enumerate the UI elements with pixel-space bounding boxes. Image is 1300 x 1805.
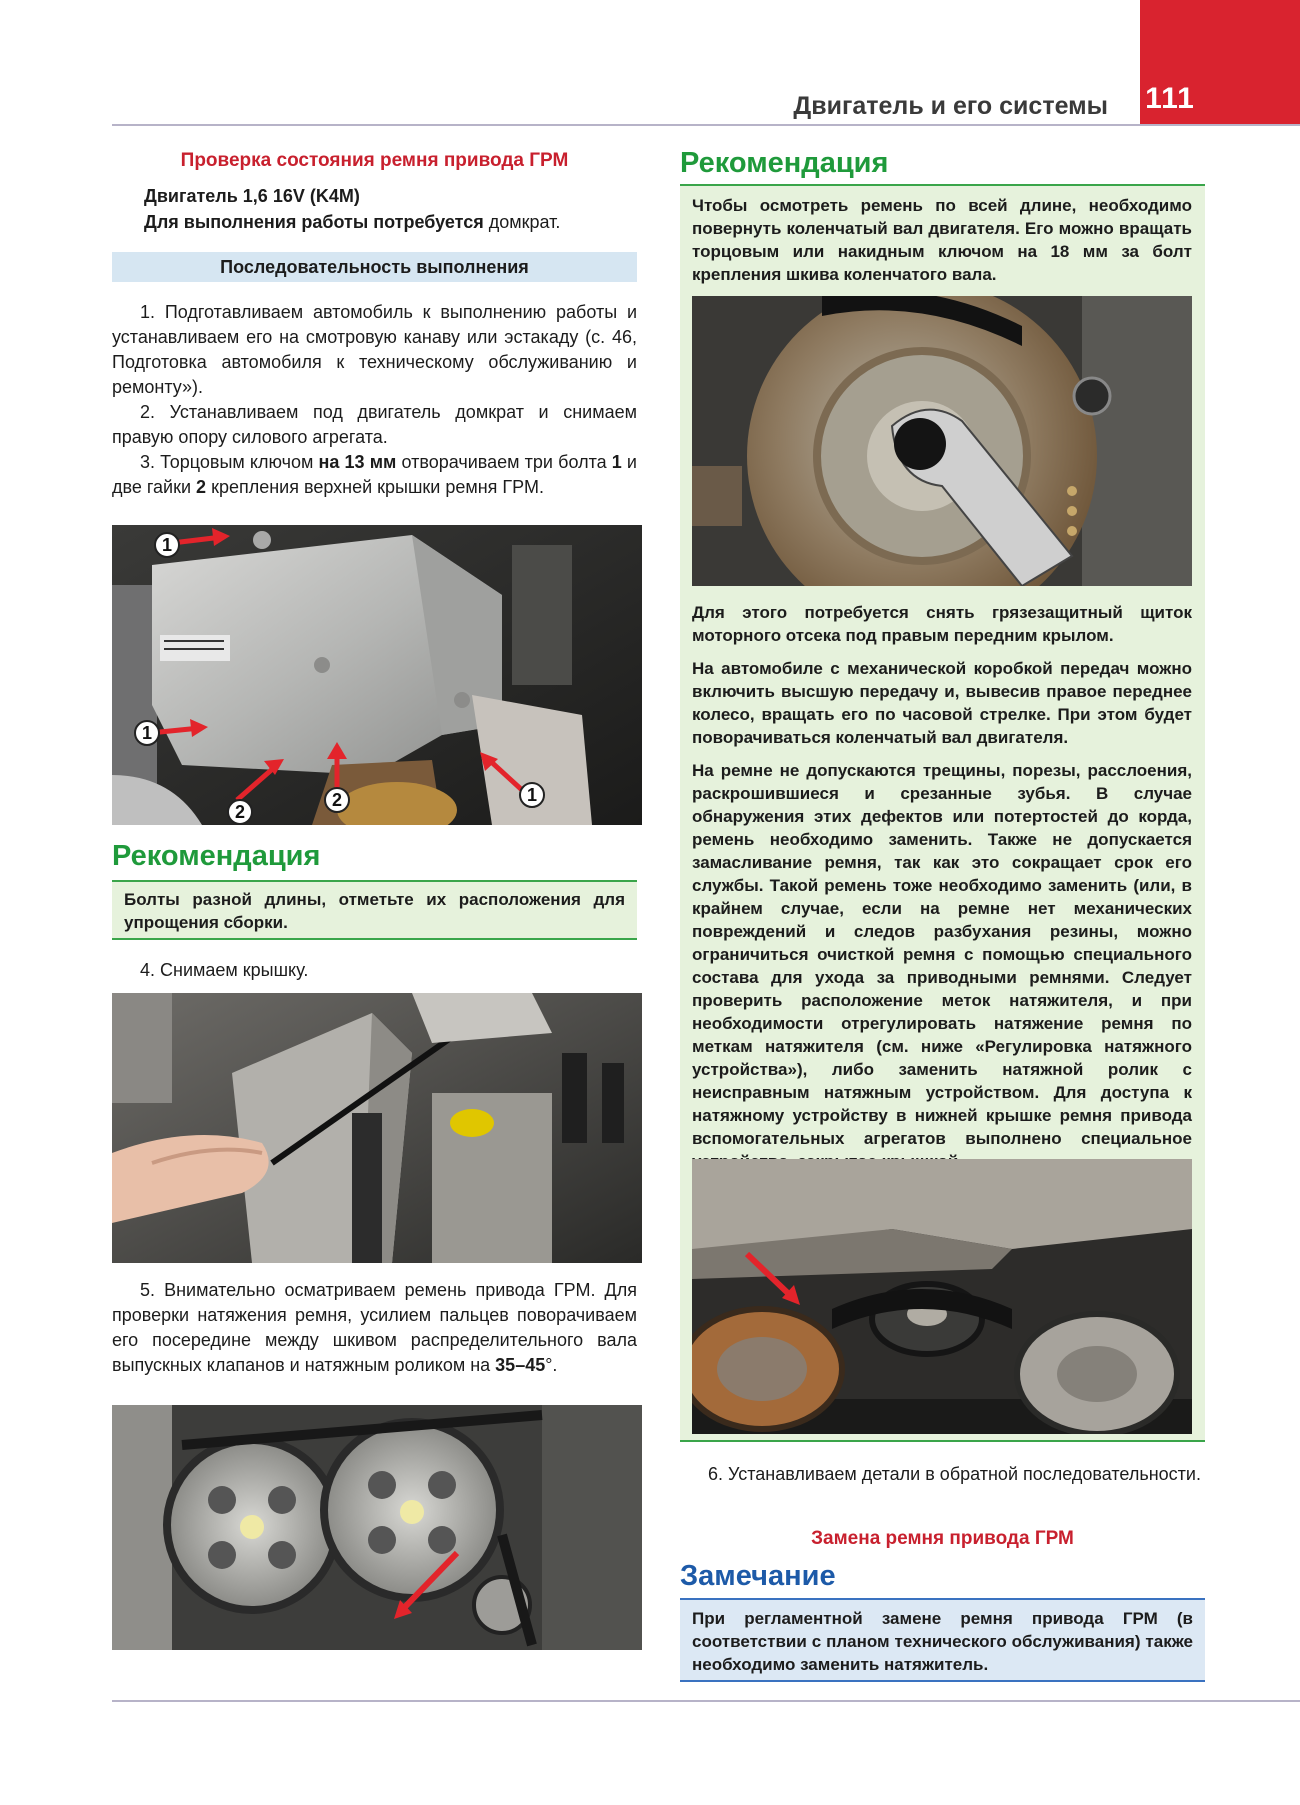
step-2: 2. Устанавливаем под двигатель домкрат и снимаем правую опору силового агрегата.	[112, 402, 637, 447]
photo-camshaft-pulleys	[112, 1405, 642, 1650]
running-title: Двигатель и его системы	[793, 92, 1108, 120]
footer-rule	[112, 1700, 1300, 1702]
right-recommendation-title: Рекомендация	[680, 147, 889, 179]
note-text: При регламентной замене ремня привода ГРМ (в соответствии с планом технического обслуживания) также необходимо заменить натяжитель.	[692, 1609, 1193, 1674]
marker-2b: 2	[331, 790, 343, 810]
marker-1c: 1	[526, 785, 538, 805]
rec-para-3: На автомобиле с механической коробкой передач можно включить высшую передачу и, вывесив правое переднее колесо, вращать его по часовой стрелке. При этом будет поворачиваться коленчатый вал двигателя.	[692, 659, 1192, 747]
header-rule	[112, 124, 1300, 126]
marker-1a: 1	[161, 535, 173, 555]
requirements-value: домкрат.	[483, 212, 561, 232]
step-4-wrap	[112, 958, 637, 983]
step-5-wrap	[112, 1278, 637, 1378]
steps-1-3	[112, 300, 637, 500]
step-6-wrap	[680, 1462, 1205, 1487]
rec-para-4: На ремне не допускаются трещины, порезы, расслоения, раскрошившиеся и срезанные зубья. В случае обнаружения этих дефектов или потертостей до корда, ремень необходимо заменить. Также не допускается замасливание ремня, так как это сокращает срок его службы. Такой ремень тоже необходимо заменить (или, в крайнем случае, если на ремне нет механических повреждений и следов разбухания резины, можно ограничиться очисткой ремня с помощью специального состава для ухода за приводными ремнями. Следует проверить расположение меток натяжителя, и при необходимости отрегулировать натяжение ремня по меткам натяжителя (см. ниже «Регулировка натяжного устройства»), либо заменить натяжной ролик с неисправным натяжным устройством. Для доступа к натяжному устройству в нижней крышке ремня привода вспомогательных агрегатов выполнено специальное	[692, 761, 1192, 1148]
requirements-label: Для выполнения работы потребуется	[144, 212, 484, 232]
step-1: 1. Подготавливаем автомобиль к выполнению работы и устанавливаем его на смотровую канаву или эстакаду (с. 46, Подготовка автомобиля к техническому обслуживанию и ремонту»).	[112, 302, 637, 397]
photo-remove-cover	[112, 993, 642, 1263]
photo-crankshaft-wrench	[692, 296, 1192, 586]
step-5: 5. Внимательно осматриваем ремень привода ГРМ. Для проверки натяжения ремня, усилием пальцев поворачиваем его посередине между шкивом распределительного вала выпускных клапанов и натяжным роликом на 35–45°.	[112, 1280, 637, 1375]
note-title: Замечание	[680, 1560, 836, 1592]
step-6: 6. Устанавливаем детали в обратной последовательности.	[708, 1464, 1201, 1484]
left-recommendation-box	[112, 880, 637, 940]
marker-2a: 2	[234, 802, 246, 822]
note-box	[680, 1598, 1205, 1682]
rec-para-2: Для этого потребуется снять грязезащитный щиток моторного отсека под правым передним крылом.	[692, 603, 1192, 645]
rec-intro	[692, 194, 1192, 296]
step-4: 4. Снимаем крышку.	[140, 960, 309, 980]
photo-timing-cover	[112, 525, 642, 825]
left-recommendation-text: Болты разной длины, отметьте их расположения для упрощения сборки.	[124, 890, 625, 932]
section-title: Проверка состояния ремня привода ГРМ	[180, 150, 569, 171]
marker-1b: 1	[141, 723, 153, 743]
rec-body	[692, 601, 1192, 1183]
replace-section-title: Замена ремня привода ГРМ	[811, 1528, 1074, 1549]
left-recommendation-title: Рекомендация	[112, 840, 321, 872]
requirements-line	[144, 212, 560, 233]
rec-para-1: Чтобы осмотреть ремень по всей длине, необходимо повернуть коленчатый вал двигателя. Его можно вращать торцовым или накидным ключом на 18 мм за болт крепления шкива коленчатого вала.	[692, 196, 1192, 284]
photo-tensioner-access	[692, 1159, 1192, 1434]
right-recommendation-box	[680, 184, 1205, 1442]
page-number: 111	[1145, 82, 1195, 115]
sequence-heading: Последовательность выполнения	[112, 252, 637, 282]
step-3: 3. Торцовым ключом на 13 мм отворачиваем три болта 1 и две гайки 2 крепления верхней крышки ремня ГРМ.	[112, 452, 637, 497]
engine-label: Двигатель 1,6 16V (K4M)	[144, 186, 360, 206]
